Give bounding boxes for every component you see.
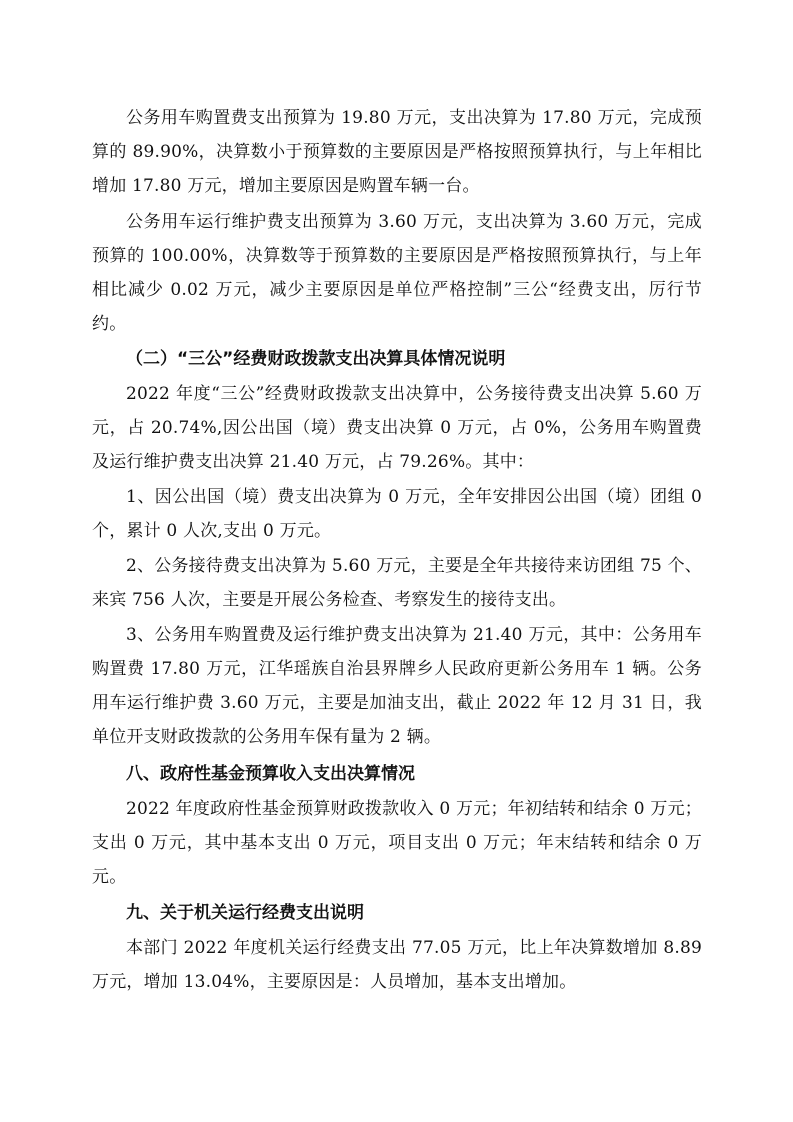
section-heading-operating-expenses: 九、关于机关运行经费支出说明 [126, 903, 364, 923]
paragraph-operating-expenses: 本部门 2022 年度机关运行经费支出 77.05 万元，比上年决算数增加 8.89 万元，增加 13.04%，主要原因是：人员增加，基本支出增加。 [92, 938, 702, 992]
paragraph-vehicle-purchase: 公务用车购置费支出预算为 19.80 万元，支出决算为 17.80 万元，完成预算的 89.90%，决算数小于预算数的主要原因是严格按照预算执行，与上年相比增加 17.80 万元，增加主要原因是购置车辆一台。 [92, 108, 702, 196]
paragraph-three-public-summary: 2022 年度“三公”经费财政拨款支出决算中，公务接待费支出决算 5.60 万元，占 20.74%,因公出国（境）费支出决算 0 万元，占 0%，公务用车购置费及运行维护费支出决算 21.40 万元，占 79.26%。其中： [92, 384, 702, 472]
paragraph-official-reception: 2、公务接待费支出决算为 5.60 万元，主要是全年共接待来访团组 75 个、来宾 756 人次，主要是开展公务检查、考察发生的接待支出。 [92, 556, 702, 610]
paragraph-vehicle-maintenance: 公务用车运行维护费支出预算为 3.60 万元，支出决算为 3.60 万元，完成预算的 100.00%，决算数等于预算数的主要原因是严格按照预算执行，与上年相比减少 0.02 万元，减少主要原因是单位严格控制”三公“经费支出，厉行节约。 [92, 212, 702, 334]
paragraph-government-fund: 2022 年度政府性基金预算财政拨款收入 0 万元；年初结转和结余 0 万元；支出 0 万元，其中基本支出 0 万元，项目支出 0 万元；年末结转和结余 0 万元。 [92, 799, 702, 887]
paragraph-official-vehicles: 3、公务用车购置费及运行维护费支出决算为 21.40 万元，其中：公务用车购置费 17.80 万元，江华瑶族自治县界牌乡人民政府更新公务用车 1 辆。公务用车运行维护费 3.60 万元，主要是加油支出，截止 2022 年 12 月 31 日，我单位开支财政拨款的公务用车保有量为 2 辆。 [92, 625, 702, 747]
section-heading-government-fund: 八、政府性基金预算收入支出决算情况 [126, 764, 415, 784]
paragraph-overseas-travel: 1、因公出国（境）费支出决算为 0 万元，全年安排因公出国（境）团组 0 个，累计 0 人次,支出 0 万元。 [92, 487, 702, 541]
section-heading-three-public-funds: （二）“三公”经费财政拨款支出决算具体情况说明 [126, 349, 506, 369]
